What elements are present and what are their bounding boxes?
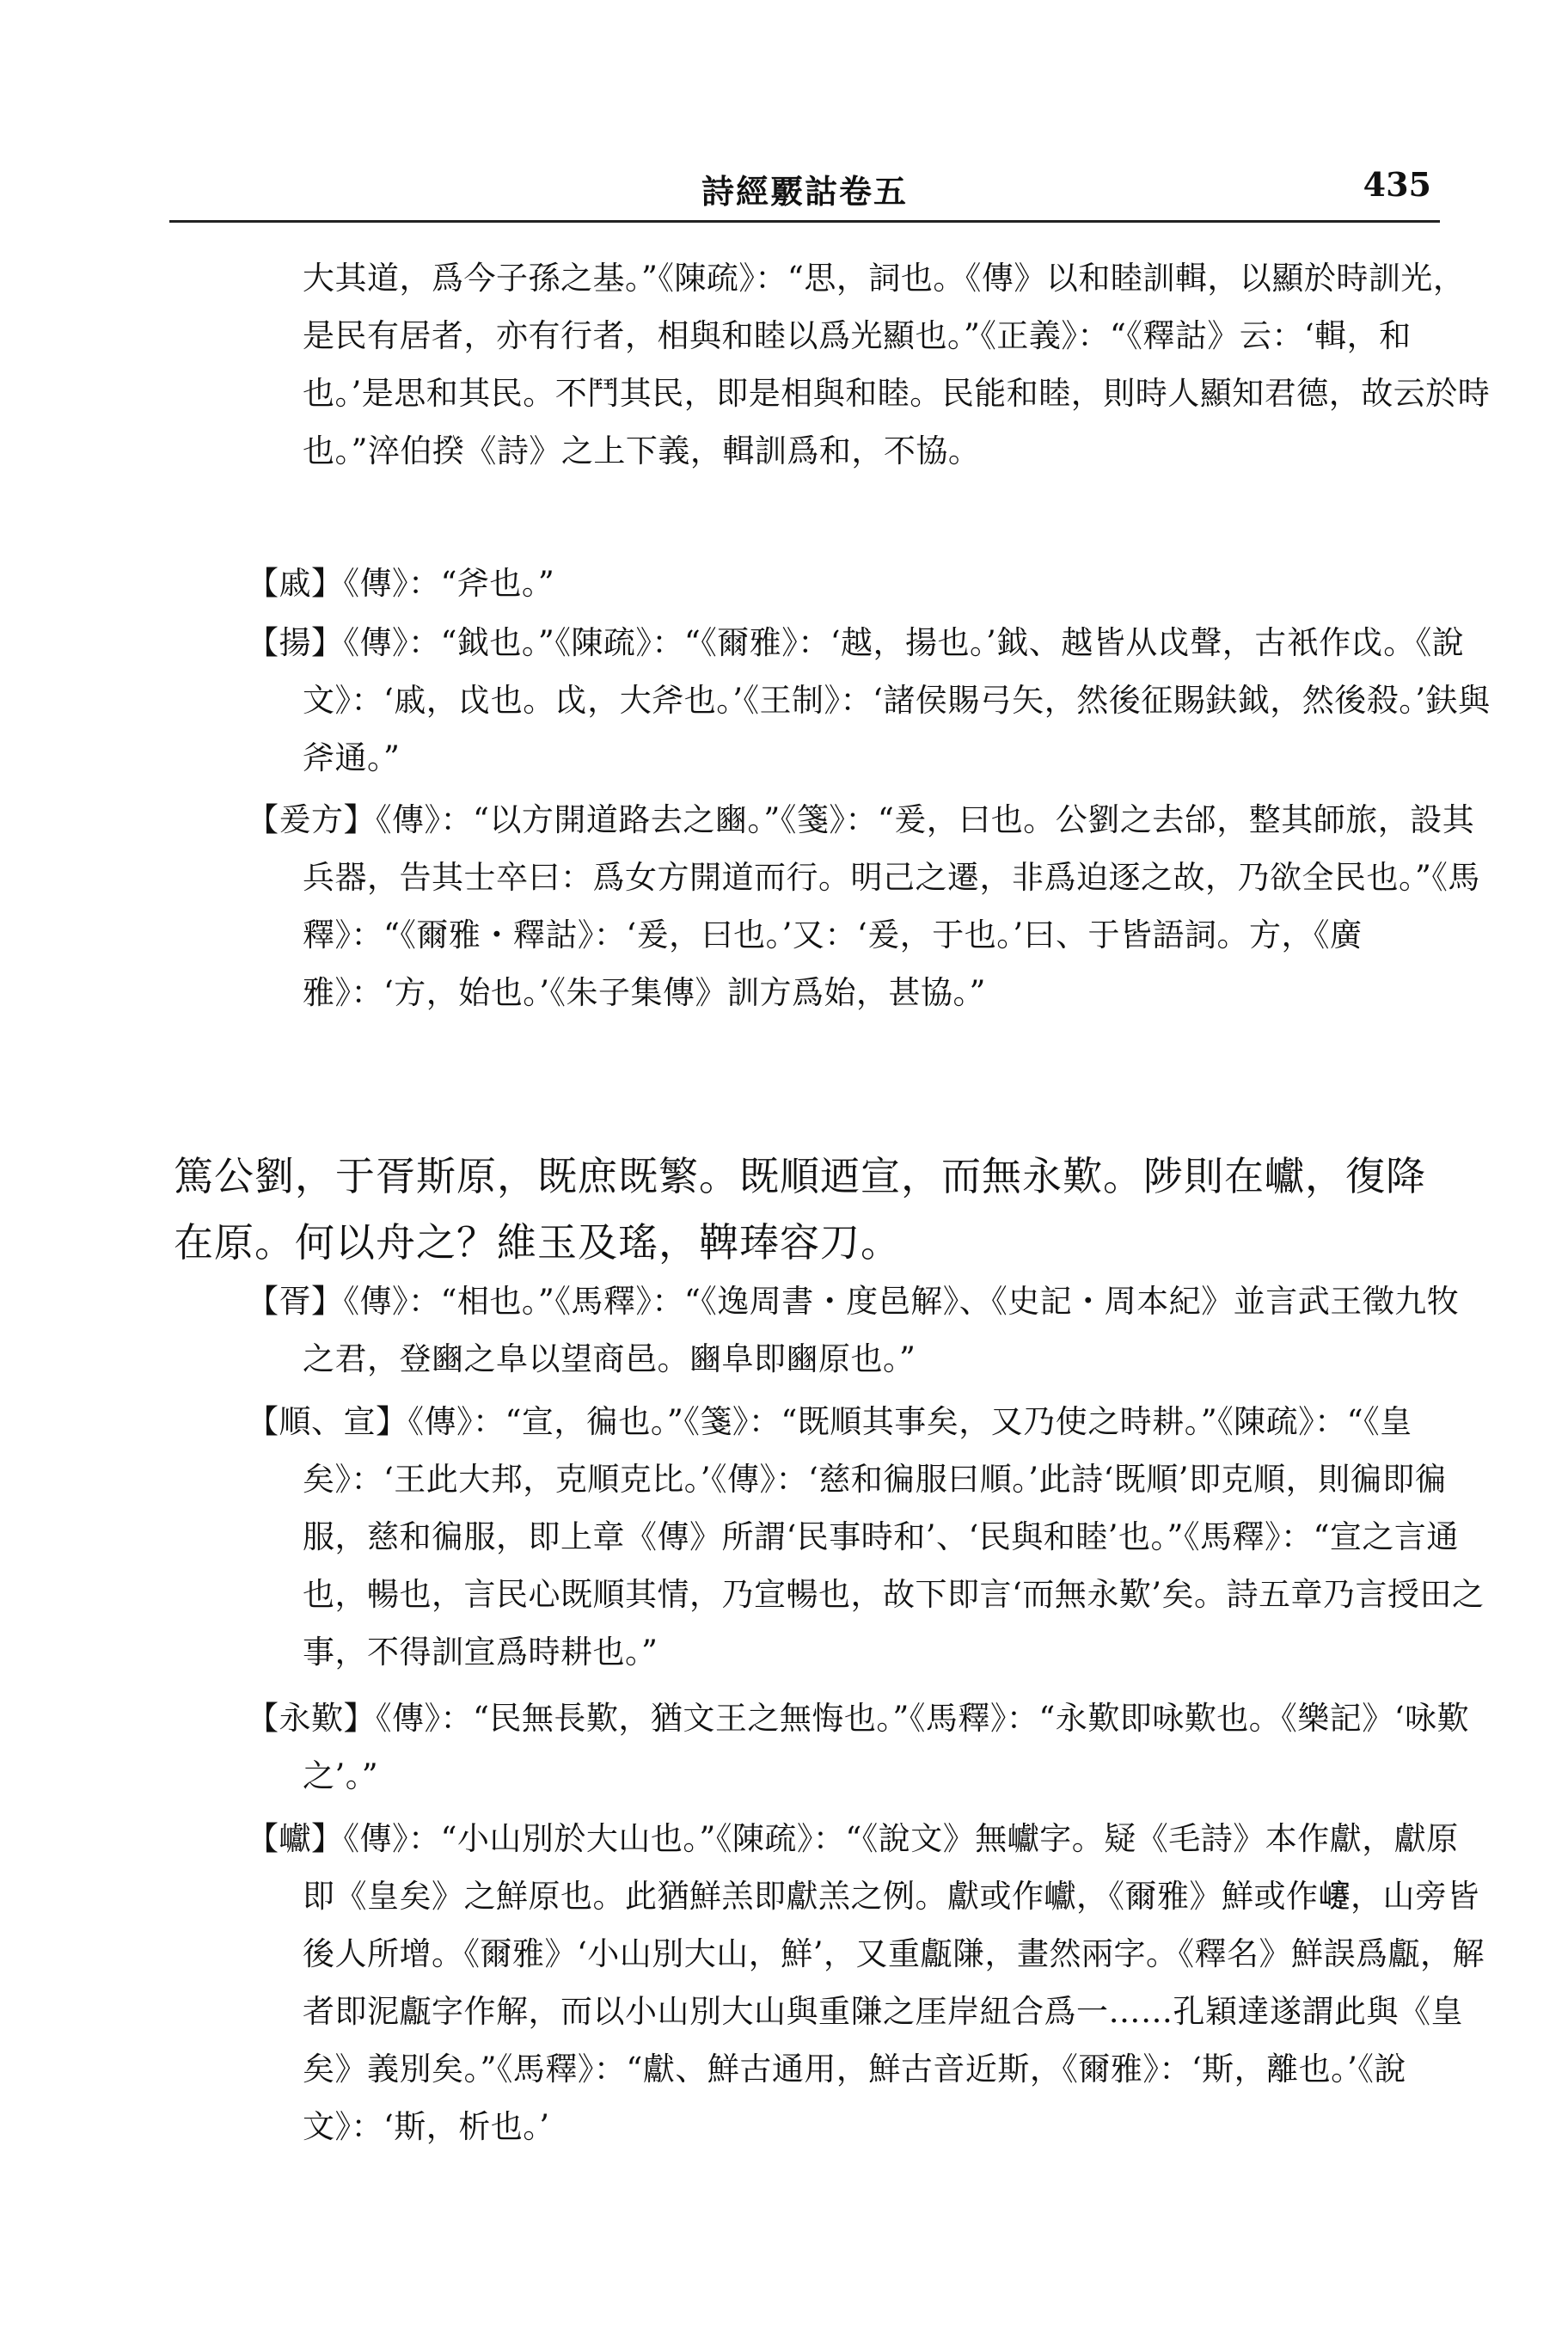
header-rule bbox=[169, 220, 1440, 223]
gloss-entry-xu: 【胥】《傳》：“相也。”《馬釋》：“《逸周書・度邑解》、《史記・周本紀》並言武王徵九牧之君，登豳之阜以望商邑。豳阜即豳原也。” bbox=[247, 1283, 1460, 1377]
page-header bbox=[169, 155, 1440, 224]
gloss-entry-yang: 【揚】《傳》：“鉞也。”《陳疏》：“《爾雅》：‘越，揚也。’鉞、越皆从戉聲，古衹作戉。《說文》：‘戚，戉也。戉，大斧也。’《王制》：‘諸侯賜弓矢，然後征賜鈇鉞，然後殺。’鈇與斧通。” bbox=[247, 624, 1491, 776]
gloss-entry-yongtan: 【永歎】《傳》：“民無長歎，猶文王之無悔也。”《馬釋》：“永歎即咏歎也。《樂記》‘咏歎之’。” bbox=[247, 1700, 1470, 1794]
continued-commentary: 大其道，爲今子孫之基。”《陳疏》：“思，詞也。《傳》以和睦訓輯，以顯於時訓光，是民有居者，亦有行者，相與和睦以爲光顯也。”《正義》：“《釋詁》云：‘輯，和也。’是思和其民。不鬥其民，即是相與和睦。民能和睦，則時人顯知君德，故云於時也。”淬伯揆《詩》之上下義，輯訓爲和，不協。 bbox=[303, 260, 1491, 469]
gloss-entry-yuanfang: 【爰方】《傳》：“以方開道路去之豳。”《箋》：“爰，曰也。公劉之去邰，整其師旅，設其兵器，告其士卒曰：爲女方開道而行。明己之遷，非爲迫逐之故，乃欲全民也。”《馬釋》：“《爾雅・釋詁》：‘爰，曰也。’又：‘爰，于也。’曰、于皆語詞。方，《廣雅》：‘方，始也。’《朱子集傳》訓方爲始，甚協。” bbox=[247, 801, 1480, 1011]
gloss-entry-yan: 【巘】《傳》：“小山別於大山也。”《陳疏》：“《說文》無巘字。疑《毛詩》本作獻，獻原即《皇矣》之鮮原也。此猶鮮羔即獻羔之例。獻或作巘，《爾雅》鮮或作𡾰，山旁皆後人所增。《爾雅》‘小山別大山，鮮’，又重甗隒，畫然兩字。《釋名》鮮誤爲甗，解者即泥甗字作解，而以小山別大山與重隒之厓岸紐合爲一……孔穎達遂謂此與《皇矣》義別矣。”《馬釋》：“獻、鮮古通用，鮮古音近斯，《爾雅》：‘斯，離也。’《說文》：‘斯，析也。’ bbox=[247, 1820, 1485, 2145]
gloss-entry-shun-xuan: 【順、宣】《傳》：“宣，徧也。”《箋》：“既順其事矣，又乃使之時耕。”《陳疏》：“《皇矣》：‘王此大邦，克順克比。’《傳》：‘慈和徧服曰順。’此詩‘既順’即克順，則徧即徧服，慈和徧服，即上章《傳》所謂‘民事時和’、‘民與和睦’也。”《馬釋》：“宣之言通也，暢也，言民心既順其情，乃宣暢也，故下即言‘而無永歎’矣。詩五章乃言授田之事，不得訓宣爲時耕也。” bbox=[247, 1403, 1485, 1671]
verse-stanza: 篤公劉，于胥斯原，既庶既繁。既順迺宣，而無永歎。陟則在巘，復降在原。何以舟之？維玉及瑤，鞞琫容刀。 bbox=[174, 1153, 1426, 1266]
gloss-entry-qi: 【戚】《傳》：“斧也。” bbox=[247, 565, 555, 602]
page-number: 435 bbox=[1363, 165, 1431, 204]
running-title: 詩經覈詁卷五 bbox=[701, 172, 908, 211]
